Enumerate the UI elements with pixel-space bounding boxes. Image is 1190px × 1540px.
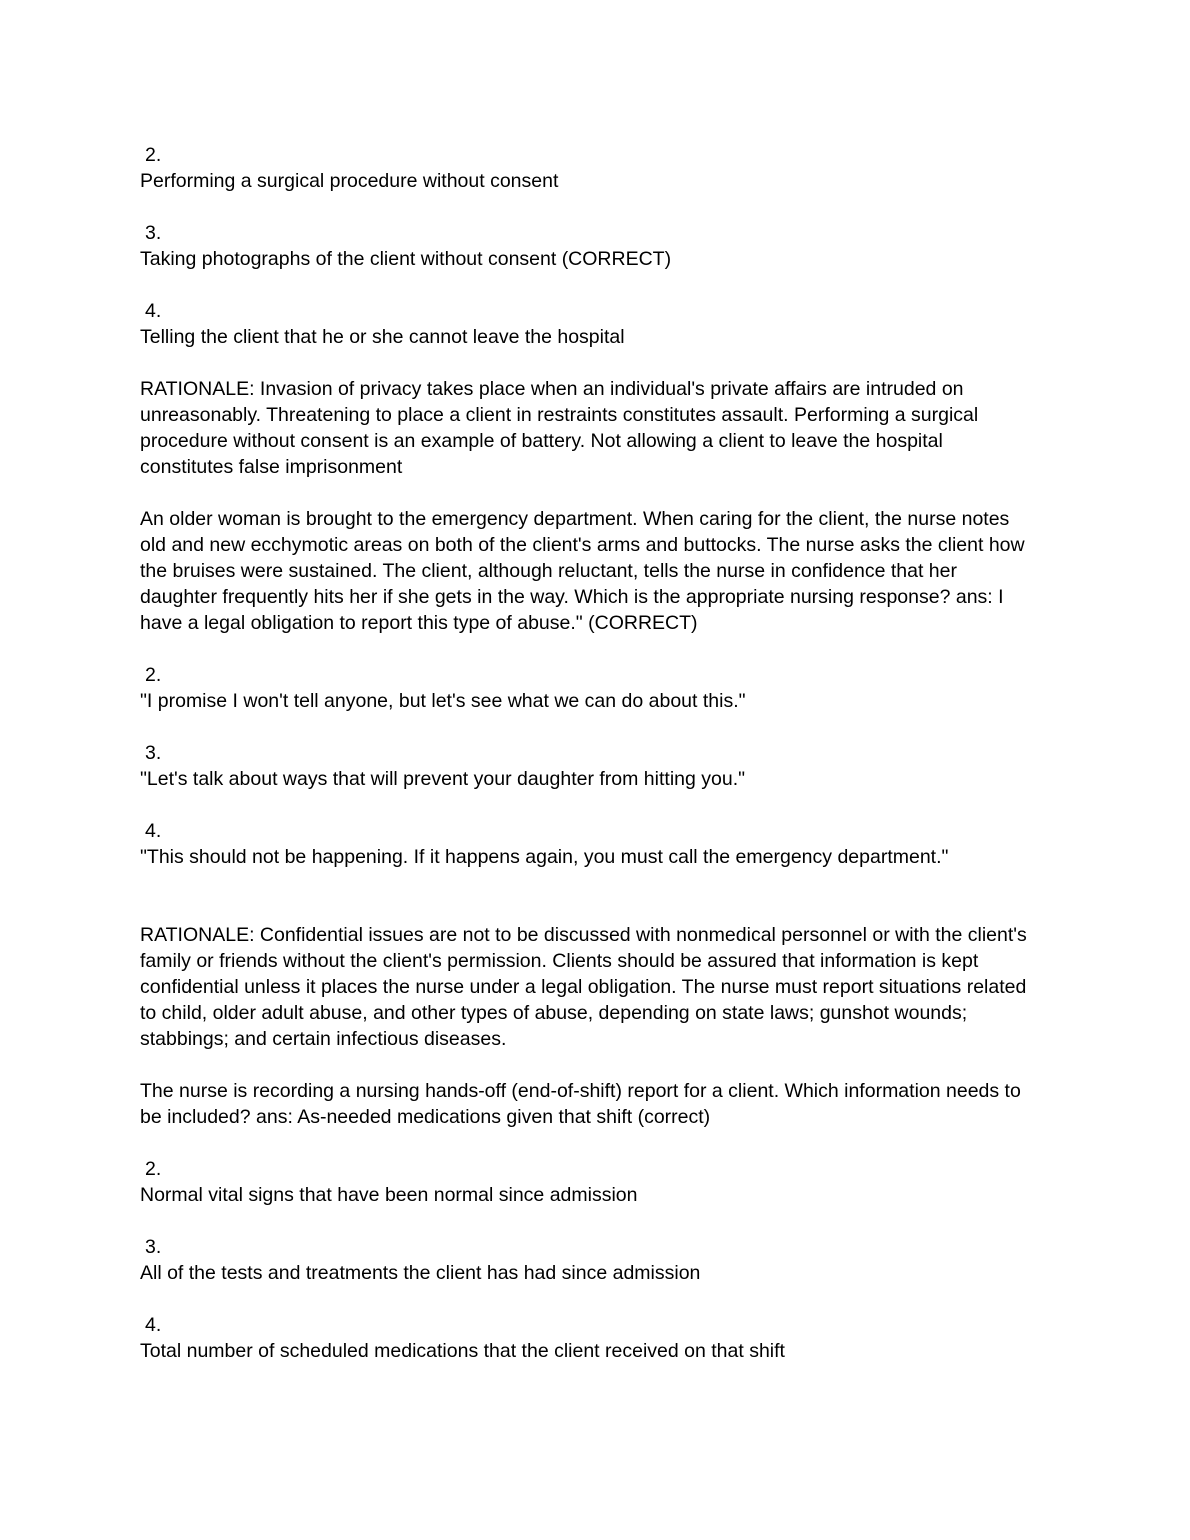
rationale-line: constitutes false imprisonment <box>140 456 403 478</box>
question-line: old and new ecchymotic areas on both of the client's arms and buttocks. The nurse asks the client how <box>140 534 1025 556</box>
option-text: All of the tests and treatments the client has had since admission <box>140 1262 701 1284</box>
q2-option-2 <box>140 662 1050 714</box>
option-text: "This should not be happening. If it happens again, you must call the emergency department." <box>140 846 949 868</box>
option-text: Telling the client that he or she cannot leave the hospital <box>140 326 625 348</box>
q2-option-3 <box>140 740 1050 792</box>
q1-option-2 <box>140 142 1050 194</box>
q3-option-3 <box>140 1234 1050 1286</box>
option-number: 4. <box>145 300 162 322</box>
rationale-line: to child, older adult abuse, and other types of abuse, depending on state laws; gunshot wounds; <box>140 1002 968 1024</box>
option-text: Taking photographs of the client without consent (CORRECT) <box>140 248 672 270</box>
option-text: Normal vital signs that have been normal since admission <box>140 1184 638 1206</box>
document-page <box>140 142 1050 1364</box>
question-line: An older woman is brought to the emergency department. When caring for the client, the nurse notes <box>140 508 1010 530</box>
option-text: Total number of scheduled medications that the client received on that shift <box>140 1340 785 1362</box>
question-line: daughter frequently hits her if she gets in the way. Which is the appropriate nursing response? ans: I <box>140 586 1004 608</box>
q1-rationale <box>140 376 1050 480</box>
option-number: 2. <box>145 144 162 166</box>
question-line: have a legal obligation to report this type of abuse." (CORRECT) <box>140 612 698 634</box>
q3-option-2 <box>140 1156 1050 1208</box>
option-number: 4. <box>145 820 162 842</box>
rationale-line: confidential unless it places the nurse under a legal obligation. The nurse must report situations related <box>140 976 1027 998</box>
rationale-line: RATIONALE: Confidential issues are not to be discussed with nonmedical personnel or with the client's <box>140 924 1027 946</box>
rationale-line: RATIONALE: Invasion of privacy takes place when an individual's private affairs are intruded on <box>140 378 964 400</box>
q2-question <box>140 506 1050 636</box>
question-line: The nurse is recording a nursing hands-off (end-of-shift) report for a client. Which information needs to <box>140 1080 1021 1102</box>
rationale-line: stabbings; and certain infectious diseases. <box>140 1028 507 1050</box>
q1-option-4 <box>140 298 1050 350</box>
option-number: 2. <box>145 1158 162 1180</box>
option-number: 4. <box>145 1314 162 1336</box>
option-text: Performing a surgical procedure without consent <box>140 170 559 192</box>
rationale-line: family or friends without the client's permission. Clients should be assured that information is kept <box>140 950 979 972</box>
question-line: the bruises were sustained. The client, although reluctant, tells the nurse in confidence that her <box>140 560 957 582</box>
q2-option-4 <box>140 818 1050 870</box>
q2-rationale <box>140 922 1050 1052</box>
q3-option-4 <box>140 1312 1050 1364</box>
option-number: 3. <box>145 222 162 244</box>
rationale-line: unreasonably. Threatening to place a client in restraints constitutes assault. Performing a surgical <box>140 404 979 426</box>
question-line: be included? ans: As-needed medications given that shift (correct) <box>140 1106 711 1128</box>
option-text: "I promise I won't tell anyone, but let's see what we can do about this." <box>140 690 746 712</box>
option-number: 3. <box>145 742 162 764</box>
rationale-line: procedure without consent is an example of battery. Not allowing a client to leave the hospital <box>140 430 943 452</box>
q3-question <box>140 1078 1050 1130</box>
option-number: 2. <box>145 664 162 686</box>
option-text: "Let's talk about ways that will prevent your daughter from hitting you." <box>140 768 746 790</box>
q1-option-3 <box>140 220 1050 272</box>
option-number: 3. <box>145 1236 162 1258</box>
